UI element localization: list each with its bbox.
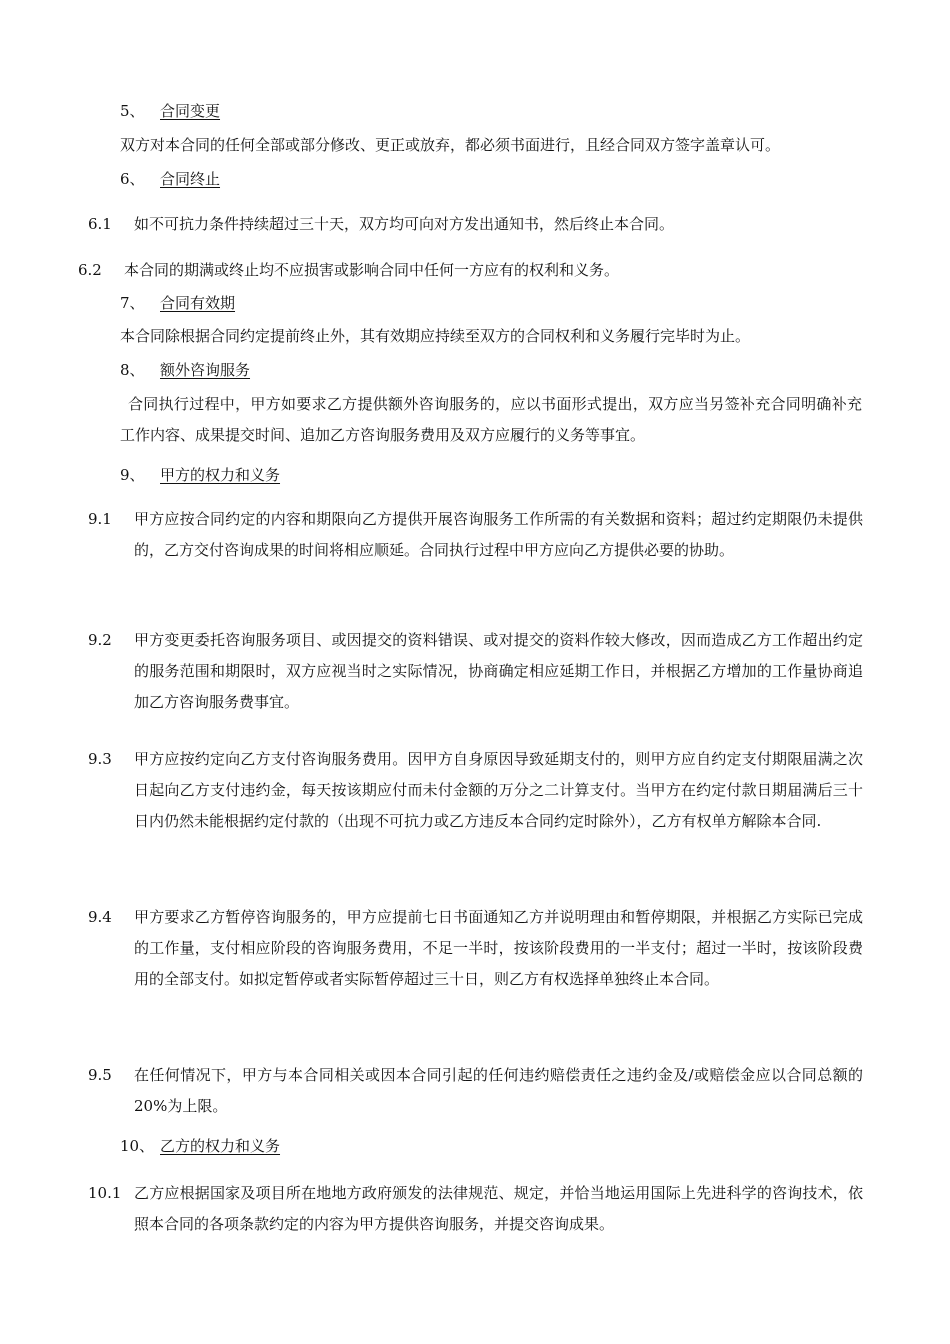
section-number: 8、 — [120, 361, 145, 379]
section-number: 7、 — [120, 294, 145, 312]
clause-number: 9.4 — [88, 908, 112, 926]
section-number: 6、 — [120, 170, 145, 188]
section-7-paragraph: 本合同除根据合同约定提前终止外，其有效期应持续至双方的合同权利和义务履行完毕时为止。 — [120, 327, 751, 345]
clause-text: 甲方变更委托咨询服务项目、或因提交的资料错误、或对提交的资料作较大修改，因而造成乙方工作超出约定的服务范围和期限时，双方应视当时之实际情况，协商确定相应延期工作日，并根据乙方增加的工作量协商追加乙方咨询服务费事宜。 — [134, 631, 863, 711]
clause-number: 6.2 — [78, 261, 102, 279]
clause-text: 在任何情况下，甲方与本合同相关或因本合同引起的任何违约赔偿责任之违约金及/或赔偿金应以合同总额的20%为上限。 — [134, 1066, 863, 1115]
clause-number: 10.1 — [88, 1184, 122, 1202]
section-8-heading — [120, 359, 250, 381]
section-title: 合同有效期 — [160, 294, 236, 312]
clause-number: 9.5 — [88, 1066, 112, 1084]
clause-text: 乙方应根据国家及项目所在地地方政府颁发的法律规范、规定，并恰当地运用国际上先进科学的咨询技术，依照本合同的各项条款约定的内容为甲方提供咨询服务，并提交咨询成果。 — [134, 1184, 863, 1233]
section-title: 合同终止 — [160, 170, 221, 188]
clause-number: 9.3 — [88, 750, 112, 768]
section-6-heading — [120, 168, 220, 190]
section-5-heading — [120, 100, 220, 122]
clause-text: 甲方应按合同约定的内容和期限向乙方提供开展咨询服务工作所需的有关数据和资料；超过约定期限仍未提供的，乙方交付咨询成果的时间将相应顺延。合同执行过程中甲方应向乙方提供必要的协助。 — [134, 510, 863, 559]
clause-number: 6.1 — [88, 215, 112, 233]
section-title: 甲方的权力和义务 — [160, 466, 281, 484]
section-8-paragraph: 合同执行过程中，甲方如要求乙方提供额外咨询服务的，应以书面形式提出，双方应当另签补充合同明确补充工作内容、成果提交时间、追加乙方咨询服务费用及双方应履行的义务等事宜。 — [120, 395, 862, 444]
clause-text: 甲方应按约定向乙方支付咨询服务费用。因甲方自身原因导致延期支付的，则甲方应自约定支付期限届满之次日起向乙方支付违约金，每天按该期应付而未付金额的万分之二计算支付。当甲方在约定付款日期届满后三十日内仍然未能根据约定付款的（出现不可抗力或乙方违反本合同约定时除外），乙方有权单方解除本合同. — [134, 750, 863, 830]
section-7-heading — [120, 292, 235, 314]
section-10-heading — [120, 1135, 280, 1157]
section-title: 乙方的权力和义务 — [160, 1137, 281, 1155]
clause-9-1 — [88, 504, 863, 566]
section-number: 10、 — [120, 1137, 155, 1155]
section-number: 9、 — [120, 466, 145, 484]
clause-10-1 — [88, 1178, 863, 1240]
clause-6-2 — [78, 255, 863, 286]
clause-text: 本合同的期满或终止均不应损害或影响合同中任何一方应有的权利和义务。 — [124, 261, 620, 279]
clause-number: 9.1 — [88, 510, 112, 528]
section-title: 额外咨询服务 — [160, 361, 251, 379]
section-5-paragraph: 双方对本合同的任何全部或部分修改、更正或放弃，都必须书面进行，且经合同双方签字盖章认可。 — [120, 136, 781, 154]
section-9-heading — [120, 464, 280, 486]
clause-text: 如不可抗力条件持续超过三十天，双方均可向对方发出通知书，然后终止本合同。 — [134, 215, 675, 233]
clause-6-1 — [88, 209, 863, 240]
clause-9-3 — [88, 744, 863, 837]
clause-text: 甲方要求乙方暂停咨询服务的，甲方应提前七日书面通知乙方并说明理由和暂停期限，并根据乙方实际已完成的工作量，支付相应阶段的咨询服务费用，不足一半时，按该阶段费用的一半支付；超过一半时，按该阶段费用的全部支付。如拟定暂停或者实际暂停超过三十日，则乙方有权选择单独终止本合同。 — [134, 908, 863, 988]
clause-number: 9.2 — [88, 631, 112, 649]
section-number: 5、 — [120, 102, 145, 120]
clause-9-5 — [88, 1060, 863, 1122]
clause-9-4 — [88, 902, 863, 995]
section-title: 合同变更 — [160, 102, 221, 120]
clause-9-2 — [88, 625, 863, 718]
